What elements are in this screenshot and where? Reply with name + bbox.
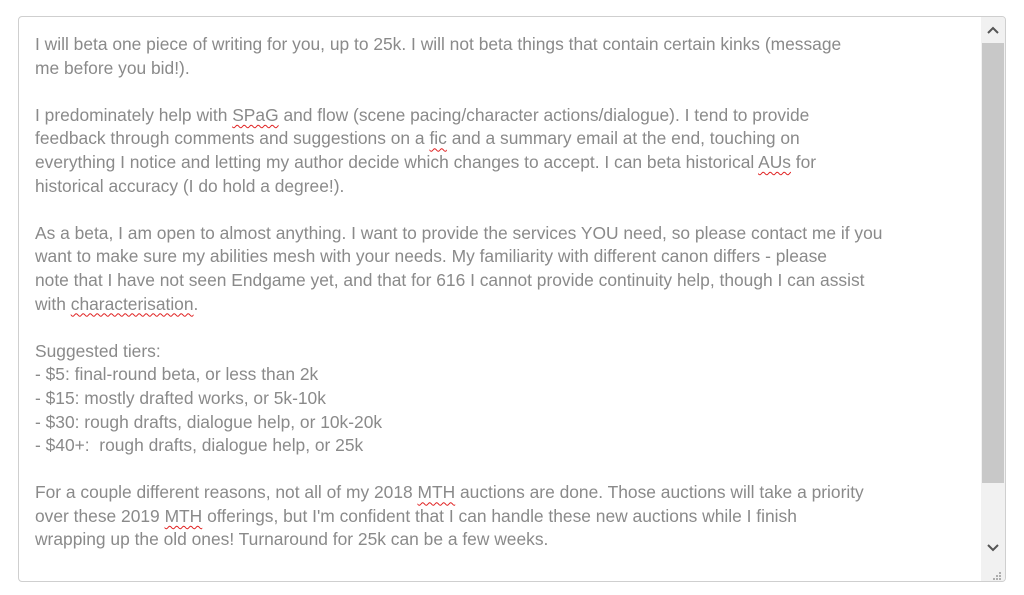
spellcheck-word: MTH xyxy=(164,505,203,526)
spellcheck-word: MTH xyxy=(417,482,456,503)
text-line xyxy=(35,269,985,293)
text-segment: me before you bid!). xyxy=(35,57,190,78)
text-line xyxy=(35,57,985,81)
text-segment: wrapping up the old ones! Turnaround for 25k can be a few weeks. xyxy=(35,529,549,550)
text-line xyxy=(35,505,985,529)
text-segment: everything I notice and letting my author decide which changes to accept. I can beta historical xyxy=(35,151,759,172)
text-line xyxy=(35,293,985,317)
text-line xyxy=(35,340,985,364)
scroll-up-button[interactable] xyxy=(981,19,1005,41)
text-line xyxy=(35,104,985,128)
text-segment: For a couple different reasons, not all of my 2018 xyxy=(35,482,418,503)
text-line xyxy=(35,245,985,269)
text-segment: want to make sure my abilities mesh with your needs. My familiarity with different canon differs - please xyxy=(35,246,827,267)
textarea-content[interactable] xyxy=(35,33,985,552)
resize-grip-icon[interactable] xyxy=(992,568,1002,578)
text-segment: I predominately help with xyxy=(35,104,233,125)
chevron-down-icon xyxy=(987,544,999,552)
spellcheck-word: AUs xyxy=(758,151,791,172)
text-segment: - $5: final-round beta, or less than 2k xyxy=(35,364,319,385)
text-segment: . xyxy=(193,293,199,314)
text-segment: and flow (scene pacing/character actions/dialogue). I tend to provide xyxy=(278,104,810,125)
description-textarea[interactable] xyxy=(18,16,1006,582)
text-segment: - $30: rough drafts, dialogue help, or 10k-20k xyxy=(35,411,383,432)
text-segment: feedback through comments and suggestions on a xyxy=(35,128,430,149)
text-segment: with xyxy=(35,293,71,314)
blank-line xyxy=(35,316,985,340)
text-segment: offerings, but I'm confident that I can handle these new auctions while I finish xyxy=(202,505,797,526)
text-line xyxy=(35,434,985,458)
text-line xyxy=(35,175,985,199)
text-line xyxy=(35,481,985,505)
blank-line xyxy=(35,198,985,222)
text-segment: auctions are done. Those auctions will take a priority xyxy=(455,482,864,503)
blank-line xyxy=(35,458,985,482)
spellcheck-word: SPaG xyxy=(232,104,279,125)
spellcheck-word: characterisation xyxy=(70,293,194,314)
text-line xyxy=(35,33,985,57)
text-segment: historical accuracy (I do hold a degree!). xyxy=(35,175,345,196)
text-segment: - $15: mostly drafted works, or 5k-10k xyxy=(35,387,326,408)
text-segment: Suggested tiers: xyxy=(35,340,161,361)
scroll-down-button[interactable] xyxy=(981,537,1005,559)
text-line xyxy=(35,363,985,387)
vertical-scrollbar[interactable] xyxy=(981,17,1005,581)
blank-line xyxy=(35,80,985,104)
text-line xyxy=(35,387,985,411)
text-segment: for xyxy=(790,151,817,172)
text-segment: As a beta, I am open to almost anything. I want to provide the services YOU need, so please contact me if you xyxy=(35,222,883,243)
text-segment: and a summary email at the end, touching on xyxy=(446,128,800,149)
text-line xyxy=(35,151,985,175)
text-segment: note that I have not seen Endgame yet, and that for 616 I cannot provide continuity help, though I can assist xyxy=(35,269,865,290)
scroll-thumb[interactable] xyxy=(982,43,1004,483)
spellcheck-word: fic xyxy=(429,128,447,149)
text-line xyxy=(35,411,985,435)
text-segment: I will beta one piece of writing for you, up to 25k. I will not beta things that contain certain kinks (message xyxy=(35,34,842,54)
text-line xyxy=(35,528,985,552)
chevron-up-icon xyxy=(987,26,999,34)
text-segment: over these 2019 xyxy=(35,505,165,526)
text-line xyxy=(35,222,985,246)
text-line xyxy=(35,127,985,151)
text-segment: - $40+: rough drafts, dialogue help, or 25k xyxy=(35,435,364,456)
